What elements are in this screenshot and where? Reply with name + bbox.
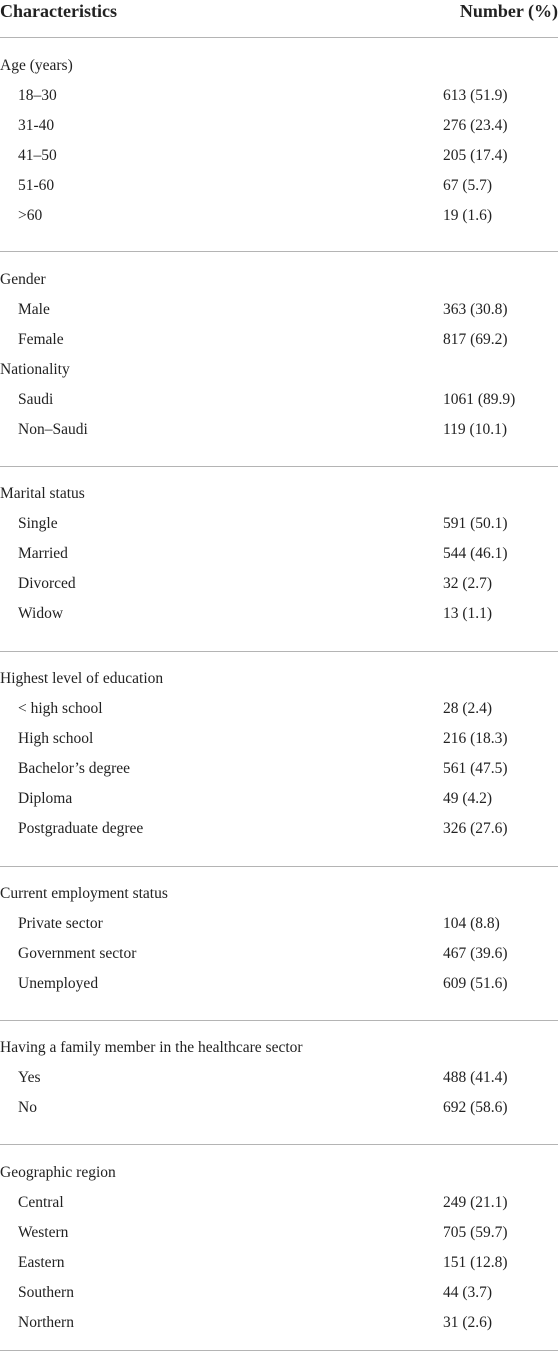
row-value: 31 (2.6) [443,1314,493,1331]
table-row [0,1096,558,1120]
table-rule [0,866,558,867]
row-value: 561 (47.5) [443,760,508,777]
row-value: 19 (1.6) [443,207,493,224]
table-row [0,787,558,811]
row-label: Diploma [18,790,73,807]
table-row [0,942,558,966]
section-header [0,358,558,382]
table-row [0,174,558,198]
table-row [0,328,558,352]
table-rule [0,37,558,38]
table-rule [0,1020,558,1021]
section-header [0,268,558,292]
row-value: 44 (3.7) [443,1284,493,1301]
table-rule [0,251,558,252]
row-label: No [18,1099,37,1116]
table-row [0,418,558,442]
row-label: < high school [18,700,103,717]
row-label: Unemployed [18,975,99,992]
row-value: 276 (23.4) [443,117,508,134]
section-title: Age (years) [0,57,73,74]
table-row [0,757,558,781]
row-label: Central [18,1194,64,1211]
row-value: 151 (12.8) [443,1254,508,1271]
row-value: 591 (50.1) [443,515,508,532]
row-label: Widow [18,605,64,622]
row-value: 119 (10.1) [443,421,507,438]
section-title: Nationality [0,361,70,378]
header-number: Number (%) [459,1,558,21]
table-row [0,144,558,168]
row-value: 205 (17.4) [443,147,508,164]
table-row [0,697,558,721]
row-label: Married [18,545,68,562]
row-label: Divorced [18,575,76,592]
section-header [0,1036,558,1060]
row-label: 31-40 [18,117,55,134]
table-rule [0,1144,558,1145]
row-value: 817 (69.2) [443,331,508,348]
row-value: 613 (51.9) [443,87,508,104]
row-value: 609 (51.6) [443,975,508,992]
row-value: 467 (39.6) [443,945,508,962]
section-title: Having a family member in the healthcare sector [0,1039,303,1056]
row-value: 28 (2.4) [443,700,493,717]
row-label: Eastern [18,1254,65,1271]
row-value: 216 (18.3) [443,730,508,747]
row-label: Bachelor’s degree [18,760,131,777]
row-label: Western [18,1224,69,1241]
row-label: Private sector [18,915,103,932]
table-row [0,1191,558,1215]
row-label: Saudi [18,391,54,408]
table-rule [0,651,558,652]
table-row [0,727,558,751]
row-label: Yes [18,1069,41,1086]
table-row [0,204,558,228]
table-row [0,1251,558,1275]
row-value: 692 (58.6) [443,1099,508,1116]
table-row [0,1066,558,1090]
table-row [0,1281,558,1305]
table-row [0,817,558,841]
row-label: Male [18,301,50,318]
row-label: Southern [18,1284,74,1301]
row-value: 32 (2.7) [443,575,493,592]
table-row [0,912,558,936]
section-header [0,1161,558,1185]
table-rule [0,466,558,467]
section-title: Geographic region [0,1164,116,1181]
table-row [0,298,558,322]
table-row [0,114,558,138]
row-label: 51-60 [18,177,55,194]
row-label: >60 [18,207,43,224]
row-value: 363 (30.8) [443,301,508,318]
section-title: Gender [0,271,46,288]
section-title: Marital status [0,485,85,502]
table-row [0,388,558,412]
row-value: 544 (46.1) [443,545,508,562]
row-value: 13 (1.1) [443,605,493,622]
table-row [0,512,558,536]
row-label: Government sector [18,945,137,962]
table-row [0,1311,558,1335]
section-header [0,54,558,78]
section-title: Highest level of education [0,670,164,687]
table-row [0,542,558,566]
header-characteristics: Characteristics [0,1,117,21]
table-header [0,0,558,38]
row-value: 1061 (89.9) [443,391,516,408]
table-row [0,1221,558,1245]
section-title: Current employment status [0,885,168,902]
row-label: Non–Saudi [18,421,88,438]
row-value: 249 (21.1) [443,1194,508,1211]
row-label: Northern [18,1314,74,1331]
row-value: 49 (4.2) [443,790,493,807]
row-label: Postgraduate degree [18,820,144,837]
table-row [0,602,558,626]
row-label: Female [18,331,64,348]
row-value: 488 (41.4) [443,1069,508,1086]
row-label: Single [18,515,58,532]
row-label: High school [18,730,94,747]
table-row [0,972,558,996]
row-value: 67 (5.7) [443,177,493,194]
section-header [0,482,558,506]
table-rule [0,1350,558,1351]
row-value: 326 (27.6) [443,820,508,837]
table-row [0,84,558,108]
row-label: 18–30 [18,87,57,104]
table-row [0,572,558,596]
row-label: 41–50 [18,147,57,164]
section-header [0,882,558,906]
row-value: 104 (8.8) [443,915,500,932]
row-value: 705 (59.7) [443,1224,508,1241]
section-header [0,667,558,691]
